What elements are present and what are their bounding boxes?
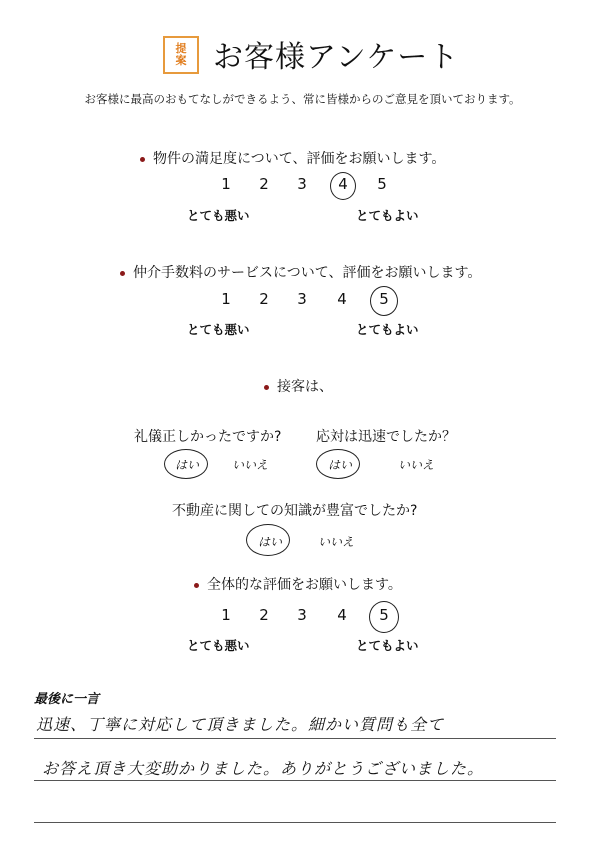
comment-rule-2 bbox=[34, 780, 556, 781]
q2-selected-circle bbox=[370, 286, 398, 316]
q3-sub2-text: 応対は迅速でしたか？ bbox=[316, 429, 456, 445]
q4-rating-4[interactable]: 4 bbox=[337, 606, 347, 624]
company-logo bbox=[163, 36, 199, 74]
final-comment-label: 最後に一言 bbox=[34, 692, 100, 707]
q3-sub2-yes-circle bbox=[316, 449, 360, 479]
question-3 bbox=[264, 376, 333, 396]
bullet-icon bbox=[194, 583, 199, 588]
q2-rating-4[interactable]: 4 bbox=[337, 290, 347, 308]
q1-high-label: とてもよい bbox=[356, 208, 419, 223]
bullet-icon bbox=[140, 157, 145, 162]
question-1 bbox=[140, 148, 445, 168]
q1-rating-1[interactable]: 1 bbox=[221, 175, 231, 193]
q3-sub2-yes-option[interactable]: はい bbox=[328, 458, 353, 472]
bullet-icon bbox=[120, 271, 125, 276]
question-4-text: 全体的な評価をお願いします。 bbox=[207, 577, 402, 593]
q4-rating-1[interactable]: 1 bbox=[221, 606, 231, 624]
question-2-text: 仲介手数料のサービスについて、評価をお願いします。 bbox=[133, 265, 482, 281]
q3-sub1-text: 礼儀正しかったですか? bbox=[134, 429, 282, 445]
bullet-icon bbox=[264, 385, 269, 390]
q3-sub3-no-option[interactable]: いいえ bbox=[318, 535, 355, 549]
q2-rating-3[interactable]: 3 bbox=[297, 290, 307, 308]
q2-high-label: とてもよい bbox=[356, 322, 419, 337]
comment-rule-3 bbox=[34, 822, 556, 823]
q4-rating-5[interactable]: 5 bbox=[379, 606, 389, 624]
q2-rating-scale bbox=[0, 290, 605, 312]
q1-rating-2[interactable]: 2 bbox=[259, 175, 269, 193]
q2-low-label: とても悪い bbox=[187, 322, 250, 337]
q1-low-label: とても悪い bbox=[187, 208, 250, 223]
q4-rating-3[interactable]: 3 bbox=[297, 606, 307, 624]
logo-char-top: 提 bbox=[175, 42, 187, 55]
q2-rating-1[interactable]: 1 bbox=[221, 290, 231, 308]
q3-sub1-no-option[interactable]: いいえ bbox=[232, 458, 269, 472]
question-1-text: 物件の満足度について、評価をお願いします。 bbox=[153, 151, 446, 167]
q3-sub3-yes-option[interactable]: はい bbox=[258, 535, 283, 549]
page-title: お客様アンケート bbox=[213, 40, 460, 75]
q4-rating-2[interactable]: 2 bbox=[259, 606, 269, 624]
question-2 bbox=[120, 262, 481, 282]
q3-sub3-yes-circle bbox=[246, 524, 290, 556]
q1-rating-4[interactable]: 4 bbox=[338, 175, 348, 193]
q1-rating-3[interactable]: 3 bbox=[297, 175, 307, 193]
comment-rule-1 bbox=[34, 738, 556, 739]
q3-sub1-yes-circle bbox=[164, 449, 208, 479]
q2-rating-5[interactable]: 5 bbox=[379, 290, 389, 308]
q3-sub2-no-option[interactable]: いいえ bbox=[398, 458, 435, 472]
q3-sub3-text: 不動産に関しての知識が豊富でしたか? bbox=[172, 503, 418, 519]
q1-selected-circle bbox=[330, 172, 356, 200]
q4-selected-circle bbox=[369, 601, 399, 633]
final-comment-line-1[interactable]: 迅速、丁寧に対応して頂きました。細かい質問も全て bbox=[36, 715, 445, 734]
q4-high-label: とてもよい bbox=[356, 638, 419, 653]
question-3-text: 接客は、 bbox=[277, 379, 333, 395]
q2-rating-2[interactable]: 2 bbox=[259, 290, 269, 308]
q1-rating-scale bbox=[0, 175, 605, 197]
final-comment-line-2[interactable]: お答え頂き大変助かりました。ありがとうございました。 bbox=[42, 759, 485, 778]
logo-char-bottom: 案 bbox=[175, 54, 187, 67]
q3-sub1-yes-option[interactable]: はい bbox=[175, 458, 200, 472]
question-4 bbox=[194, 574, 402, 594]
q4-low-label: とても悪い bbox=[187, 638, 250, 653]
intro-text: お客様に最高のおもてなしができるよう、常に皆様からのご意見を頂いております。 bbox=[84, 92, 521, 106]
q1-rating-5[interactable]: 5 bbox=[377, 175, 387, 193]
q4-rating-scale bbox=[0, 606, 605, 628]
